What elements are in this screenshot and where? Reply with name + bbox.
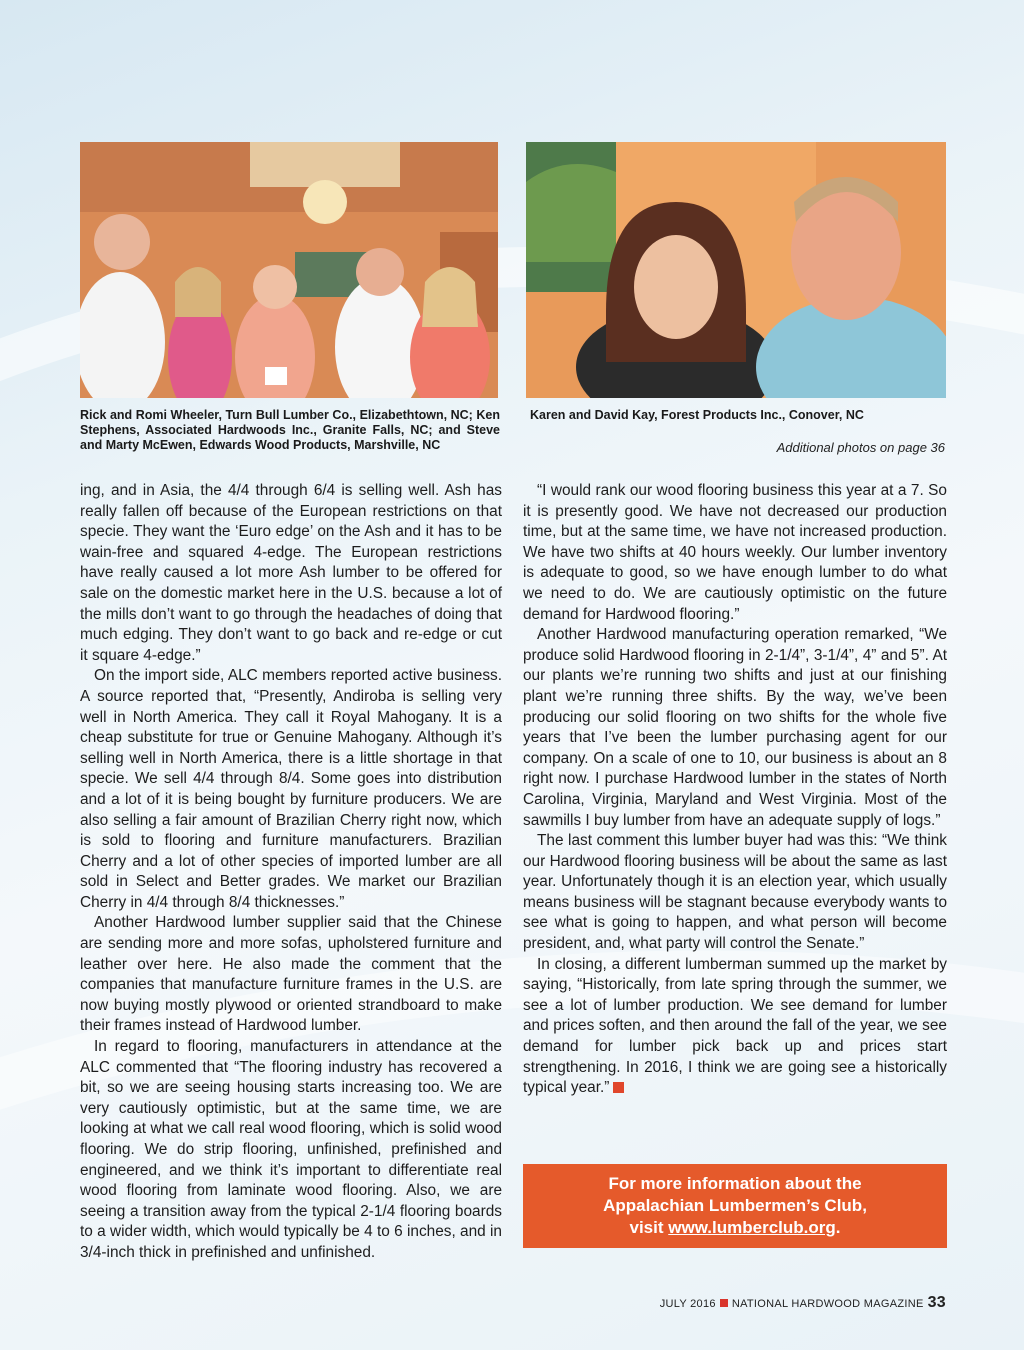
article-column-right bbox=[523, 481, 947, 1099]
group-photo-left bbox=[80, 142, 498, 398]
article-paragraph: In regard to flooring, manufacturers in attendance at the ALC commented that “The flooring industry has recovered a bit, so we are seeing housing starts increasing too. We are very cautiously optimistic, but at the same time, we are looking at what we call real wood flooring, which is solid wood flooring. We do strip flooring, unfinished, prefinished and engineered, and we think it’s important to differentiate real wood flooring from laminate wood flooring. Also, we are seeing a transition away from the typical 2-1/4 flooring boards to a wider width, which would typically be 4 to 6 inches, and in 3/4-inch thick in prefinished and unfinished. bbox=[80, 1038, 502, 1261]
info-line-2: Appalachian Lumbermen’s Club, bbox=[603, 1196, 867, 1215]
article-paragraph: The last comment this lumber buyer had was this: “We think our Hardwood flooring business will be about the same as last year. Unfortunately though it is an election year, which usually means business will be stagnant because everybody wants to see what is going to happen, and what person will become president, and, what party will control the Senate.” bbox=[523, 832, 947, 953]
article-column-left bbox=[80, 481, 502, 1264]
article-paragraph: Another Hardwood manufacturing operation remarked, “We produce solid Hardwood flooring in 2-1/4”, 3-1/4”, 4” and 5”. At our plants we’re running two shifts and just at our finishing plant we’re running three shifts. By the way, we’ve been producing our solid flooring on two shifts for the whole five years that I’ve been the lumber purchasing agent for our company. On a scale of one to 10, our business is about an 8 right now. I purchase Hardwood lumber in the states of North Carolina, Virginia, Maryland and West Virginia. Most of the sawmills I buy lumber from have an adequate supply of logs.” bbox=[523, 626, 947, 829]
lumberclub-link[interactable]: www.lumberclub.org bbox=[668, 1218, 836, 1237]
page-number: 33 bbox=[927, 1294, 946, 1311]
photo-caption-right: Karen and David Kay, Forest Products Inc., Conover, NC bbox=[530, 408, 864, 422]
info-line-1: For more information about the bbox=[608, 1174, 862, 1193]
page-footer bbox=[660, 1294, 946, 1312]
info-period: . bbox=[835, 1218, 841, 1237]
photo-caption-left: Rick and Romi Wheeler, Turn Bull Lumber Co., Elizabethtown, NC; Ken Stephens, Associated Hardwoods Inc., Granite Falls, NC; and Steve and Marty McEwen, Edwards Wood Products, Marshville, NC bbox=[80, 408, 500, 452]
article-paragraph: On the import side, ALC members reported active business. A source reported that, “Presently, Andiroba is selling very well in North America. They call it Royal Mahogany. It is a cheap substitute for true or Genuine Mahogany. Although it’s selling well in North America, there is a little shortage in that specie. We sell 4/4 through 8/4. Some goes into distribution and a lot of it is being bought by furniture producers. We are also selling a fair amount of Brazilian Cherry right now, which is sold to flooring and furniture manufacturers. Brazilian Cherry and a lot of other species of imported lumber are all sold in Select and Better grades. We market our Brazilian Cherry in 4/4 through 8/4 thicknesses.” bbox=[80, 667, 502, 911]
end-of-article-mark bbox=[613, 1082, 624, 1093]
article-paragraph: Another Hardwood lumber supplier said that the Chinese are sending more and more sofas, upholstered furniture and leather over here. He also made the comment that the companies that manufacture furniture frames in the U.S. are now buying mostly plywood or oriented strandboard to make their frames instead of Hardwood lumber. bbox=[80, 914, 502, 1035]
couple-photo-right bbox=[526, 142, 946, 398]
additional-photos-note: Additional photos on page 36 bbox=[776, 440, 945, 455]
article-paragraph-last bbox=[523, 955, 947, 1099]
article-paragraph: “I would rank our wood flooring business this year at a 7. So it is presently good. We have not decreased our production time, but at the same time, we have not increased production. We have two shifts at 40 hours weekly. Our lumber inventory is adequate to good, so we have enough lumber to do what we need to do. We are cautiously optimistic on the future demand for Hardwood flooring.” bbox=[523, 482, 947, 623]
info-line-3 bbox=[523, 1217, 947, 1239]
article-paragraph-text: In closing, a different lumberman summed up the market by saying, “Historically, from late spring through the summer, we see a lot of lumber production. We see demand for lumber and prices soften, and then around the fall of the year, we see demand for lumber pick back up and prices start strengthening. In 2016, I think we are going see a historically typical year.” bbox=[523, 955, 947, 1097]
footer-issue-date: JULY 2016 bbox=[659, 1298, 716, 1310]
more-info-box bbox=[523, 1164, 947, 1248]
footer-separator-square bbox=[720, 1299, 728, 1307]
article-paragraph: ing, and in Asia, the 4/4 through 6/4 is selling well. Ash has really fallen off because of the European restrictions on that specie. They want the ‘Euro edge’ on the Ash and it has to be wain-free and squared 4-edge. The European restrictions have really caused a lot more Ash lumber to be offered for sale on the domestic market here in the U.S. because a lot of the mills don’t want to go through the headaches of doing that much edging. They don’t want to go back and re-edge or cut it square 4-edge.” bbox=[80, 482, 502, 664]
info-visit-text: visit bbox=[629, 1218, 669, 1237]
footer-magazine-name: NATIONAL HARDWOOD MAGAZINE bbox=[731, 1298, 924, 1310]
